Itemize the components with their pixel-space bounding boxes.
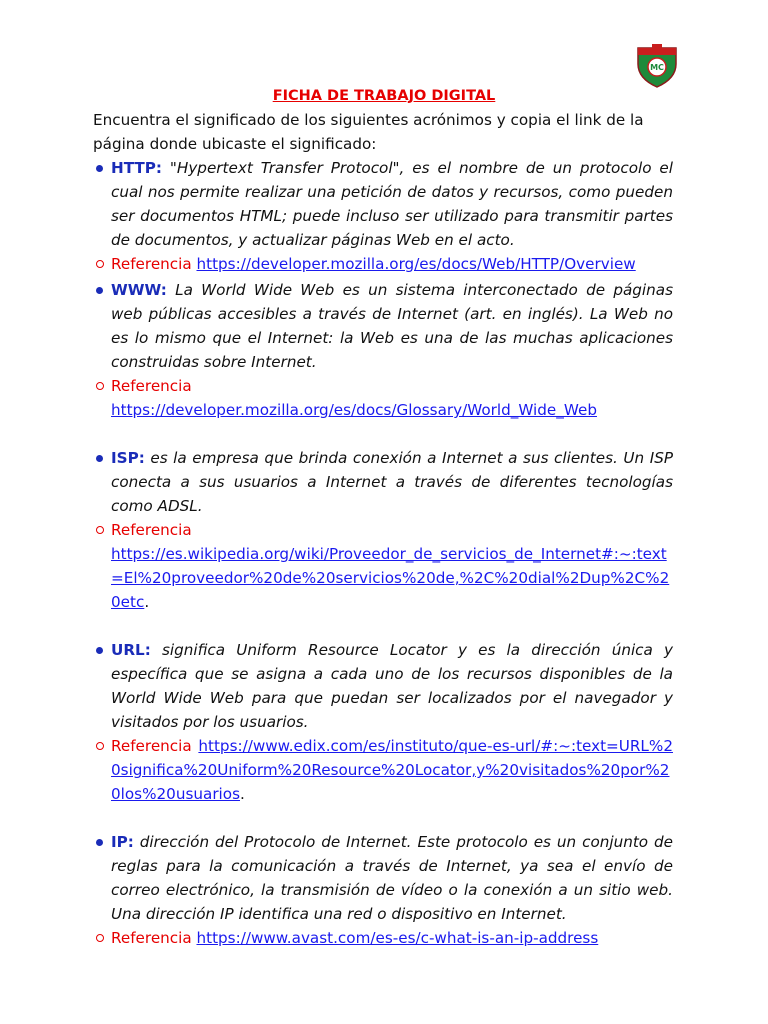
reference-link[interactable]: https://es.wikipedia.org/wiki/Proveedor_de_servicios_de_Internet#:~:text=El%20proveedor%20de%20servicios%20de,%2C%20dial%2Dup%2C%20etc	[111, 545, 670, 611]
reference-link[interactable]: https://developer.mozilla.org/es/docs/Web/HTTP/Overview	[196, 255, 636, 273]
circle-bullet-icon	[96, 934, 104, 942]
document-body	[93, 108, 673, 950]
bullet-icon	[96, 287, 103, 294]
reference-link[interactable]: https://www.avast.com/es-es/c-what-is-an-ip-address	[196, 929, 599, 947]
circle-bullet-icon	[96, 526, 104, 534]
acronym-description: "Hypertext Transfer Protocol", es el nombre de un protocolo el cual nos permite realizar una petición de datos y recursos, como pueden ser documentos HTML; puede incluso ser utilizado para transmitir partes de documentos, y actualizar páginas Web en el acto.	[111, 159, 673, 249]
acronym-description: La World Wide Web es un sistema interconectado de páginas web públicas accesibles a través de Internet (art. en inglés). La Web no es lo mismo que el Internet: la Web es una de las muchas aplicaciones construidas sobre Internet.	[111, 281, 673, 371]
reference-item: Referencia https://es.wikipedia.org/wiki/Proveedor_de_servicios_de_Internet#:~:text=El%20proveedor%20de%20servicios%20de,%2C%20dial%2Dup%2C%20etc.	[93, 518, 673, 614]
reference-item	[93, 252, 673, 276]
school-crest-icon	[634, 42, 680, 88]
bullet-icon	[96, 839, 103, 846]
circle-bullet-icon	[96, 742, 104, 750]
acronym-term: WWW:	[111, 281, 167, 299]
intro-text: Encuentra el significado de los siguientes acrónimos y copia el link de la página donde ubicaste el significado:	[93, 111, 644, 153]
reference-link[interactable]: https://developer.mozilla.org/es/docs/Glossary/World_Wide_Web	[111, 401, 597, 419]
acronym-description: dirección del Protocolo de Internet. Este protocolo es un conjunto de reglas para la comunicación a través de Internet, ya sea el envío de correo electrónico, la transmisión de vídeo o la conexión a un sitio web. Una dirección IP identifica una red o dispositivo en Internet.	[111, 833, 673, 923]
bullet-icon	[96, 647, 103, 654]
svg-text:MC: MC	[650, 63, 664, 72]
document-title: FICHA DE TRABAJO DIGITAL	[272, 88, 496, 104]
reference-label: Referencia	[111, 255, 192, 273]
reference-label: Referencia	[111, 377, 192, 395]
list-item	[93, 156, 673, 252]
list-item	[93, 638, 673, 734]
list-item	[93, 446, 673, 518]
bullet-icon	[96, 165, 103, 172]
circle-bullet-icon	[96, 260, 104, 268]
reference-item: Referencia https://www.edix.com/es/instituto/que-es-url/#:~:text=URL%20significa%20Uniform%20Resource%20Locator,y%20visitados%20por%20los%20usuarios.	[93, 734, 673, 806]
acronym-term: ISP:	[111, 449, 145, 467]
reference-label: Referencia	[111, 737, 192, 755]
list-item	[93, 830, 673, 926]
list-item	[93, 278, 673, 374]
acronym-description: significa Uniform Resource Locator y es la dirección única y específica que se asigna a cada uno de los recursos disponibles de la World Wide Web para que puedan ser localizados por el navegador y visitados por los usuarios.	[111, 641, 673, 731]
reference-link[interactable]: https://www.edix.com/es/instituto/que-es-url/#:~:text=URL%20significa%20Uniform%20Resource%20Locator,y%20visitados%20por%20los%20usuarios	[111, 737, 673, 803]
bullet-icon	[96, 455, 103, 462]
acronym-term: HTTP:	[111, 159, 162, 177]
reference-item	[93, 374, 673, 422]
reference-label: Referencia	[111, 929, 192, 947]
acronym-term: IP:	[111, 833, 134, 851]
reference-item	[93, 926, 673, 950]
acronym-term: URL:	[111, 641, 151, 659]
circle-bullet-icon	[96, 382, 104, 390]
reference-label: Referencia	[111, 521, 192, 539]
acronym-description: es la empresa que brinda conexión a Internet a sus clientes. Un ISP conecta a sus usuarios a Internet a través de diferentes tecnologías como ADSL.	[111, 449, 673, 515]
